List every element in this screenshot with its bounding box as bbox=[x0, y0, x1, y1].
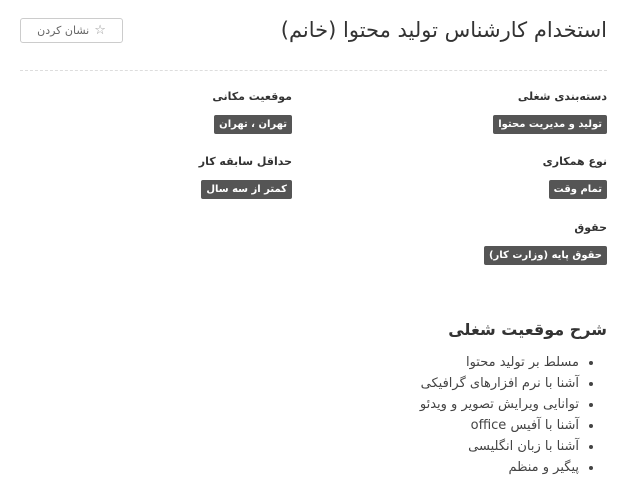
category-label: دسته‌بندی شغلی bbox=[517, 90, 607, 103]
field-category bbox=[493, 90, 607, 134]
location-label: موقعیت مکانی bbox=[212, 90, 292, 103]
list-item: • آشنا با آفیس office bbox=[420, 415, 579, 436]
location-tag[interactable]: تهران ، تهران bbox=[214, 115, 292, 134]
bookmark-label: نشان کردن bbox=[37, 24, 90, 37]
employment-type-tag[interactable]: تمام وقت bbox=[549, 180, 607, 199]
description-list bbox=[420, 352, 607, 478]
field-salary bbox=[484, 221, 607, 265]
employment-type-label: نوع همکاری bbox=[542, 155, 607, 168]
list-item: • توانایی ویرایش تصویر و ویدئو bbox=[420, 394, 579, 415]
list-item: • آشنا با نرم افزارهای گرافیکی bbox=[420, 373, 579, 394]
salary-label: حقوق bbox=[574, 221, 607, 234]
list-item: • آشنا با زبان انگلیسی bbox=[420, 436, 579, 457]
header-divider bbox=[20, 70, 607, 71]
salary-tag[interactable]: حقوق پایه (وزارت کار) bbox=[484, 246, 607, 265]
field-experience bbox=[199, 155, 292, 199]
star-outline-icon: ☆ bbox=[94, 23, 106, 38]
list-item: • مسلط بر تولید محتوا bbox=[420, 352, 579, 373]
list-item: • پیگیر و منظم bbox=[420, 457, 579, 478]
description-title: شرح موقعیت شغلی bbox=[448, 320, 607, 339]
experience-label: حداقل سابقه کار bbox=[198, 155, 292, 168]
experience-tag[interactable]: کمتر از سه سال bbox=[201, 180, 292, 199]
job-title: استخدام کارشناس تولید محتوا (خانم) bbox=[280, 18, 607, 42]
field-employment-type bbox=[543, 155, 607, 199]
category-tag[interactable]: تولید و مدیریت محتوا bbox=[493, 115, 607, 134]
bookmark-button[interactable] bbox=[20, 18, 123, 43]
field-location bbox=[212, 90, 292, 134]
